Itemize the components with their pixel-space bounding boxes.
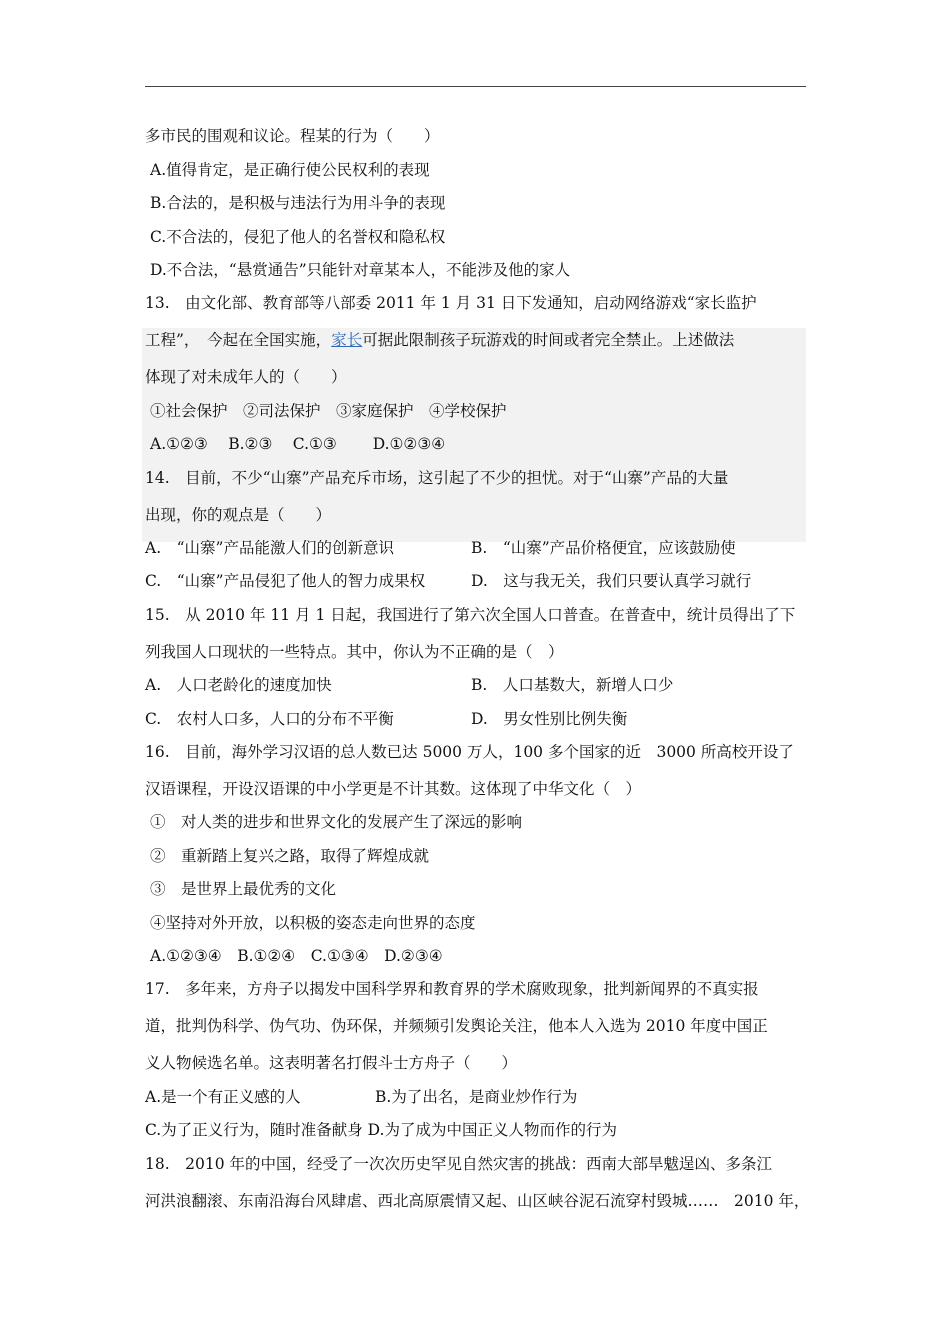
- q16-item-2: ② 重新踏上复兴之路，取得了辉煌成就: [150, 847, 430, 865]
- q13-line-3: 体现了对未成年人的（ ）: [145, 368, 347, 386]
- q15-line-1: 15. 从 2010 年 11 月 1 日起，我国进行了第六次全国人口普查。在普查中，统计员得出了下: [145, 606, 796, 624]
- q17-option-b: B.为了出名，是商业炒作行为: [375, 1088, 578, 1106]
- q14-option-b: B. “山寨”产品价格便宜，应该鼓励使: [471, 539, 736, 557]
- q12-option-d: D.不合法，“悬赏通告”只能针对章某本人，不能涉及他的家人: [150, 261, 571, 279]
- q17-options-cd: C.为了正义行为，随时准备献身 D.为了成为中国正义人物而作的行为: [145, 1121, 617, 1139]
- q14-line-2: 出现，你的观点是（ ）: [145, 506, 332, 524]
- q18-line-1: 18. 2010 年的中国，经受了一次次历史罕见自然灾害的挑战：西南大部旱魃逞凶、多条江: [145, 1155, 773, 1173]
- q15-option-c: C. 农村人口多，人口的分布不平衡: [145, 710, 394, 728]
- q16-item-1: ① 对人类的进步和世界文化的发展产生了深远的影响: [150, 813, 523, 831]
- header-rule: [145, 86, 806, 87]
- q15-line-2: 列我国人口现状的一些特点。其中，你认为不正确的是（ ）: [145, 643, 564, 661]
- q15-option-a: A. 人口老龄化的速度加快: [145, 676, 332, 694]
- q14-option-c: C. “山寨”产品侵犯了他人的智力成果权: [145, 572, 426, 590]
- q17-line-3: 义人物候选名单。这表明著名打假斗士方舟子（ ）: [145, 1054, 518, 1072]
- q13-line-1: 13. 由文化部、教育部等八部委 2011 年 1 月 31 日下发通知，启动网络游戏“家长监护: [145, 294, 757, 312]
- q16-line-1: 16. 目前，海外学习汉语的总人数已达 5000 万人，100 多个国家的近 3000 所高校开设了: [145, 743, 794, 761]
- q13-line-2-pre: 工程”， 今起在全国实施，: [145, 331, 332, 349]
- q12-option-a: A.值得肯定，是正确行使公民权利的表现: [150, 161, 430, 179]
- q17-option-a: A.是一个有正义感的人: [145, 1088, 301, 1106]
- q14-line-1: 14. 目前，不少“山寨”产品充斥市场，这引起了不少的担忧。对于“山寨”产品的大量: [145, 469, 729, 487]
- q16-options: A.①②③④ B.①②④ C.①③④ D.②③④: [150, 947, 443, 965]
- q12-stem-tail: 多市民的围观和议论。程某的行为（ ）: [145, 127, 440, 145]
- parent-link[interactable]: 家长: [331, 331, 363, 349]
- q18-line-2: 河洪浪翻滚、东南沿海台风肆虐、西北高原震情又起、山区峡谷泥石流穿村毁城…… 2010 年，: [145, 1192, 810, 1210]
- q16-item-4: ④坚持对外开放，以积极的姿态走向世界的态度: [150, 914, 476, 932]
- q12-option-c: C.不合法的，侵犯了他人的名誉权和隐私权: [150, 228, 446, 246]
- q16-item-3: ③ 是世界上最优秀的文化: [150, 880, 337, 898]
- q15-option-b: B. 人口基数大，新增人口少: [471, 676, 674, 694]
- q13-options: A.①②③ B.②③ C.①③ D.①②③④: [150, 435, 446, 453]
- q13-items: ①社会保护 ②司法保护 ③家庭保护 ④学校保护: [150, 402, 507, 420]
- q16-line-2: 汉语课程，开设汉语课的中小学更是不计其数。这体现了中华文化（ ）: [145, 780, 642, 798]
- q17-line-2: 道，批判伪科学、伪气功、伪环保，并频频引发舆论关注，他本人入选为 2010 年度中国正: [145, 1017, 768, 1035]
- q15-option-d: D. 男女性别比例失衡: [471, 710, 628, 728]
- q13-line-2-post: 可据此限制孩子玩游戏的时间或者完全禁止。上述做法: [362, 331, 735, 349]
- q14-option-d: D. 这与我无关，我们只要认真学习就行: [471, 572, 752, 590]
- q12-option-b: B.合法的，是积极与违法行为用斗争的表现: [150, 194, 446, 212]
- q14-option-a: A. “山寨”产品能激人们的创新意识: [145, 539, 394, 557]
- q13-line-2: [145, 330, 734, 350]
- q17-line-1: 17. 多年来，方舟子以揭发中国科学界和教育界的学术腐败现象，批判新闻界的不真实报: [145, 980, 759, 998]
